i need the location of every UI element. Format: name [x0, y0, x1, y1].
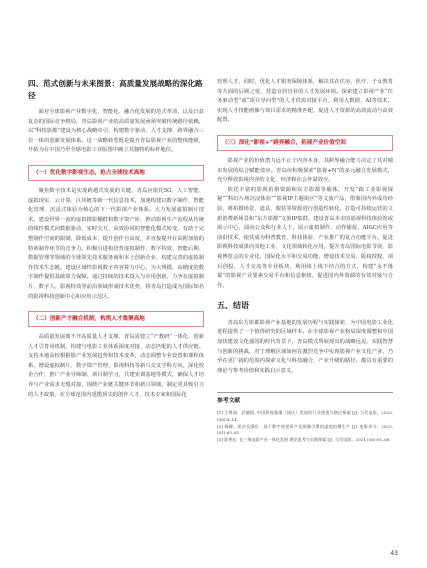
subsection-3-heading: （三）深化“影视+”跨界融合，拓展产业价值空间	[217, 135, 393, 151]
reference-item: [1] 王尊丽，武德凯. 中国影视基地（园区）发展的行业透视与路径探索 [J]. 当代电影，2023,(06):4–14.	[217, 410, 393, 422]
paragraph: 高质量发展离不开高质量人才支撑。青岛需建立“产教研”一体化、创新人才引育用机制。构建与电影工业体系深度对接、动态匹配的人才供应链。支持本地高校根据影产业发展趋势和技术变革，动态调整专业设置和课程体系，增设虚拟制片、数字资产管理、影视科技等新兴交叉学科方向，深化校企合作，推广产业导师制、项目制学习，共建实训基地等模式，确保人才培养与产业需求无缝对接，围绕产业链关键环节和新兴领域，制定更具吸引力的人才政策，在全球范围内延揽顶尖的创作人才，技术专家和国际化	[28, 334, 204, 398]
paragraph: 面对全球影视产业数字化、智能化、融合化发展的范式革命，以及日益复杂的国际竞争格局，青岛影视产业的高质量发展亟须突破传统路径依赖，以“科技影都”建设为核心战略牵引，构建数字驱动、人才支撑、跨界融合三位一体的创新发展体系。这一战略转型既是提升青岛影视产业的整体能级，开拓为在中国乃至全球电影工业版图中确立其独特的标杆地位。	[28, 109, 204, 154]
reference-item: [2] 杨柳，姜亲及强化：基于数字视觉资产及图像引擎的虚拟拍摄生产 [J]. 电影评介，2023,(01):65–81.	[217, 423, 393, 436]
section-4-title: 四、范式创新与未来图景：高质量发展战略的深化路径	[28, 79, 203, 100]
paragraph: 管理人才，同时，优化人才服务保障体系，解决其在住房、医疗、子女教育等方面的后顾之忧，营造宜居宜业的人才发展环境。探索建立影视产业“任务驱动型”或“项目导向型”的人才供需对接平台，利用大数据、AI等技术，实现人才技能画像与项目需求的精准匹配，促进人才资源的高效流动与高效配置。	[217, 79, 393, 124]
left-column	[28, 78, 204, 400]
paragraph: 聚焦数字技术是实现跨越式发展的关键。青岛应依托5G、人工智能、虚拟现实、云计算、区块链等新一代信息技术，加速构建以数字制作、智能化管理、沉浸式体验为核心的下一代影视产业体系。大力发展虚拟制片技术，建设世界一流的虚拟摄影棚群和数字资产库，推动影视生产流程从传统的线性模式向数据驱动、实时交互、高效协同的智能化模式转变，有助于完整制作空间的限制，降低成本，提升创作自由度，并直接提升在高附加值的特效制作环节的竞争力。积极引进和培育虚拟制作、数字特效、智能后期、数据管理等领域的全球领先技术服务商和本土创新企业，构建完善的虚拟制作技术生态链。建设区域性影视数字内容算力中心，为大规模、高精度的数字制作提供基础算力保障。通过持续的技术投入与应用创新，力争在虚拟制片、数字人、影视特效等前沿领域形成技术优势，将青岛打造成为国际知名的影视科技创新中心和应用示范区。	[28, 187, 204, 300]
paragraph: 影视产业的价值潜力远不止于内容本身，其跨界融合能力决定了其对城市发展的综合赋能效应。青岛应积极探索“影视+N”的多元融合发展模式，充分释放影视内容的文化、经济和社会外溢效应。	[217, 157, 393, 184]
right-column	[217, 78, 393, 443]
subsection-2-heading: （二）创新产才融合机制，构筑人才集聚高地	[28, 311, 204, 327]
paragraph: 依托丰富的影视拍摄资源和东方影都等载体，开发“跟工业影视探秘”“科幻片场沉浸体验”“影视IP主题街区”等文旅产品，借鉴国内外成功经验，将拍摄场景、道具、服装等资源进行创造性转化，打造可持续运营的文旅消费新场景和“东方影都”文旅IP集群。建设青岛本市的影视科技体验馆或展示中心，面向公众和行业人士，展示虚拟制作、动作捕捉、AIGC应用等前沿技术，使其成为科普教育、科技体验、产业推广的复合功能平台。促进影视科技成果向其他工业、文化领域转化应用。提升青岛国际电影节展、影视博览会的专业化、国际化水平和交易功能，增设技术交易、版权授权、项目创投、人才交流等专业板块，利用线上线下结合的方式，构建“永不落幕”的影视产业要素交易平台和信息枢纽，促进国内外资源的有效对接与合作。	[217, 186, 393, 289]
page-number: 43	[390, 550, 398, 557]
section-5-title: 五、结语	[217, 301, 249, 311]
references	[217, 392, 393, 443]
reference-item: [3] 陈智宏. 长三角电影产业一体化发展 理论思考与实践探索 [J]. 当代电影，2021,(06):61–68.	[217, 436, 391, 442]
subsection-1-heading: （一）优化数字影视生态，抢占全球技术高地	[28, 165, 204, 181]
paragraph: 青岛东方影都影视产业基地的发展历程与实践探索，为中国电影工业化进程提供了一个值得研究的区域样本。在全球影视产业格局深度调整和中国加快建设文化强国的时代背景下，青岛模式所展现出的战略远见、实践智慧与创新的挑战，对于理解区域如何在激烈竞争中实现影视产业文化产业、乃至在更广阔的范围内探索文化与科技融合、产业升级的路径，都具有重要的理论与参考价值和实践启示意义。	[217, 319, 393, 374]
references-title: 参考文献	[217, 398, 241, 405]
